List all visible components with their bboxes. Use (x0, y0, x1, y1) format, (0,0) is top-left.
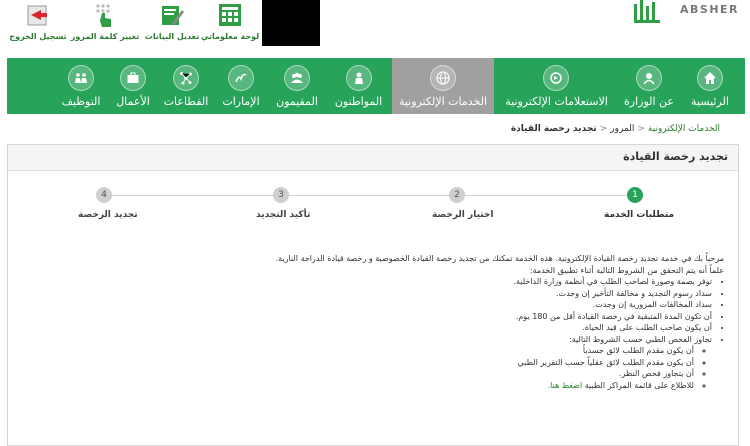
dashboard-label: لوحة معلوماتي (200, 32, 260, 41)
nav-item-employment[interactable] (55, 58, 107, 114)
header (0, 0, 750, 58)
conditions-note: علماً أنه يتم التحقق من الشروط التالية أثناء تطبيق الخدمة: (529, 265, 724, 275)
sectors-network-icon (173, 65, 199, 91)
nav-label: الخدمات الإلكترونية (398, 95, 488, 108)
briefcase-icon (120, 65, 146, 91)
page-title: تجديد رخصة القيادة (623, 150, 728, 163)
breadcrumb-separator: < (637, 124, 645, 134)
employment-icon (68, 65, 94, 91)
nav-item-about-ministry[interactable] (619, 58, 679, 114)
dashboard-button[interactable] (200, 2, 260, 46)
inquiries-icon (543, 65, 569, 91)
emirates-icon (228, 65, 254, 91)
nav-label: التوظيف (61, 95, 101, 108)
list-item: • توفر بصمة وصورة لصاحب الطلب في أنظمة وزارة الداخلية. (164, 276, 712, 288)
wizard-step-1-label: متطلبات الخدمة (604, 210, 675, 220)
nav-label: المقيمون (276, 95, 318, 108)
intro-text: مرحباً بك في خدمة تجديد رخصة القيادة الإلكترونية. هذه الخدمة تمكنك من تجديد رخصة القيادة الخصوصية و رخصة قيادة الدراجة النارية. (275, 254, 724, 263)
wizard-step-3-label: تأكيد التجديد (256, 210, 311, 220)
absher-logo-mark (634, 0, 660, 30)
list-item (164, 334, 712, 392)
wizard-progress-line (104, 195, 635, 196)
nav-item-residents[interactable] (269, 58, 325, 114)
globe-icon (430, 65, 456, 91)
profile-photo-placeholder (262, 0, 320, 46)
wizard-step-3: 3 (273, 187, 289, 203)
list-item (164, 380, 694, 392)
list-item: ◦ أن يكون مقدم الطلب لائق عقلياً حسب التقرير الطبي (164, 357, 694, 369)
service-panel (7, 144, 739, 446)
nav-item-business[interactable] (107, 58, 159, 114)
list-item: • أن يكون صاحب الطلب على قيد الحياة. (164, 322, 712, 334)
nav-label: عن الوزارة (624, 95, 674, 108)
nav-label: القطاعات (163, 95, 209, 108)
list-item: ◦ أن يتجاوز فحص النظر. (164, 368, 694, 380)
main-nav (7, 58, 745, 114)
medical-conditions-list (164, 345, 712, 391)
hand-keypad-icon (92, 2, 118, 28)
residents-icon (284, 65, 310, 91)
citizen-icon (346, 65, 372, 91)
nav-item-sectors[interactable] (159, 58, 213, 114)
wizard-step-1: 1 (627, 187, 643, 203)
edit-data-label: تعديل البيانات (144, 32, 200, 41)
logout-label: تسجيل الخروج (9, 32, 67, 41)
medical-centers-link[interactable]: اضغط هنا. (547, 380, 583, 390)
nav-label: الرئيسية (691, 95, 729, 108)
medical-conditions-heading: تجاوز الفحص الطبي حسب الشروط التالية: (568, 334, 712, 344)
ministry-emblem-icon (636, 65, 662, 91)
home-icon (697, 65, 723, 91)
logout-arrow-icon (25, 2, 51, 28)
breadcrumb (511, 124, 720, 134)
breadcrumb-current: تجديد رخصة القيادة (510, 124, 597, 134)
nav-item-emirates[interactable] (213, 58, 269, 114)
wizard-step-2: 2 (449, 187, 465, 203)
medical-centers-text: للاطلاع على قائمة المراكز الطبية (584, 380, 694, 390)
list-item: • أن تكون المدة المتبقية في رخصة القيادة أقل من 180 يوم. (164, 311, 712, 323)
wizard-step-4: 4 (96, 187, 112, 203)
nav-label: الإمارات (222, 95, 260, 108)
nav-item-e-services[interactable] (392, 58, 494, 114)
change-password-label: تغيير كلمة المرور (70, 32, 140, 41)
panel-header (8, 145, 738, 171)
dashboard-grid-icon (217, 2, 243, 28)
edit-data-button[interactable] (144, 2, 200, 46)
wizard-step-4-label: تجديد الرخصة (78, 210, 138, 220)
change-password-button[interactable] (70, 2, 140, 46)
service-requirements (164, 253, 724, 391)
breadcrumb-e-services[interactable]: الخدمات الإلكترونية (647, 124, 720, 134)
logout-button[interactable] (8, 2, 68, 46)
nav-label: الاستعلامات الإلكترونية (505, 95, 608, 108)
nav-label: المواطنون (334, 95, 383, 108)
breadcrumb-traffic[interactable]: المرور (610, 124, 635, 134)
conditions-list (164, 276, 724, 391)
wizard-step-2-label: اختيار الرخصة (432, 210, 494, 220)
list-item: ◦ أن يكون مقدم الطلب لائق جسدياً (164, 345, 694, 357)
edit-pencil-icon (159, 2, 185, 28)
nav-item-citizens[interactable] (325, 58, 392, 114)
nav-label: الأعمال (116, 95, 150, 108)
absher-logo-text: ABSHER (680, 3, 740, 16)
breadcrumb-separator: < (599, 124, 608, 134)
list-item: • سداد رسوم التجديد و مخالفة التأخير إن وجدت. (164, 288, 712, 300)
list-item: • سداد المخالفات المرورية إن وجدت. (164, 299, 712, 311)
nav-item-inquiries[interactable] (494, 58, 619, 114)
nav-item-home[interactable] (679, 58, 741, 114)
